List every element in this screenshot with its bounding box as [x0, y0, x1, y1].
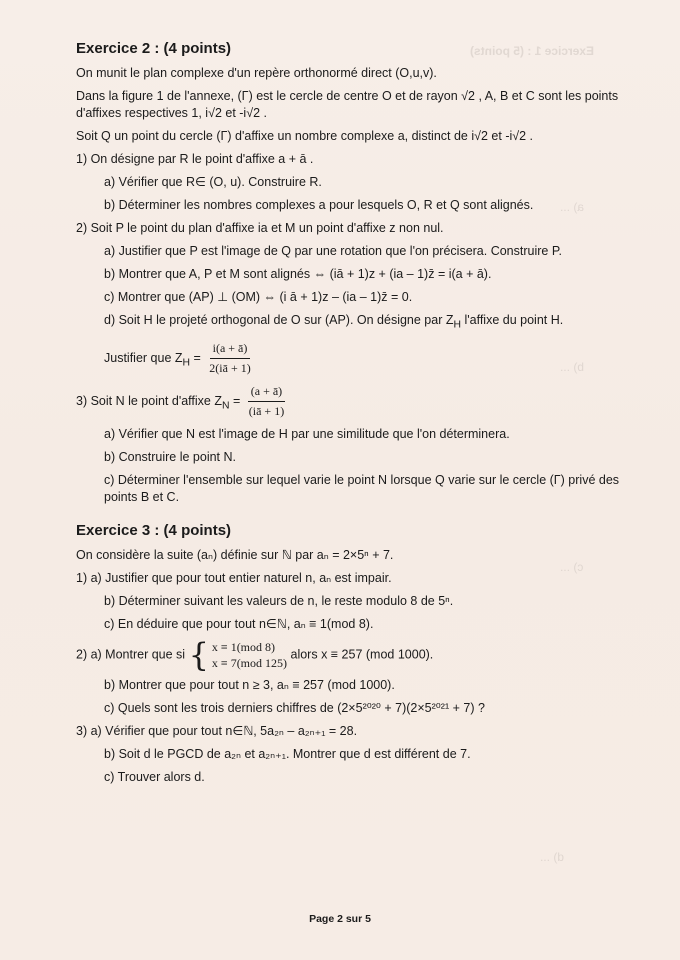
bleed-through: a) ...: [560, 200, 585, 214]
zh-fraction: [206, 340, 253, 377]
bleed-through: b) ...: [560, 360, 585, 374]
ex2-question-2c: c) Montrer que (AP) ⊥ (OM) ⇔ (i ā + 1)z – (ia – 1)z̄ = 0.: [104, 290, 413, 304]
q2a-text: 2) a) Montrer que si: [76, 646, 186, 661]
ex2-question-3: [76, 383, 636, 420]
ex2-description: Dans la figure 1 de l'annexe, (Γ) est le cercle de centre O et de rayon √2 , A, B et C sont les points d'affixes respectives 1, i√2 et -i√2 .: [76, 89, 619, 120]
zn-numerator: (a + ā): [248, 383, 285, 402]
q3-subscript: N: [221, 399, 230, 411]
q2d-text: d) Soit H le projeté orthogonal de O sur (AP). On désigne par Z: [104, 313, 454, 327]
bleed-through: c) ...: [560, 560, 584, 574]
ex2-question-3b: b) Construire le point N.: [104, 449, 237, 464]
ex3-question-1a: 1) a) Justifier que pour tout entier naturel n, aₙ est impair.: [76, 570, 392, 585]
ex3-question-2c: c) Quels sont les trois derniers chiffres de (2×5²⁰²⁰ + 7)(2×5²⁰²¹ + 7) ?: [104, 700, 485, 715]
justify-eq: =: [190, 350, 201, 365]
ex3-question-3a: 3) a) Vérifier que pour tout n∈ℕ, 5a₂ₙ – a₂ₙ₊₁ = 28.: [76, 723, 358, 738]
justify-subscript: H: [182, 356, 191, 368]
ex3-question-3b: b) Soit d le PGCD de a₂ₙ et a₂ₙ₊₁. Montrer que d est différent de 7.: [104, 746, 471, 761]
ex3-intro: On considère la suite (aₙ) définie sur ℕ par aₙ = 2×5ⁿ + 7.: [76, 547, 394, 562]
q2a-conclusion: alors x ≡ 257 (mod 1000).: [290, 646, 434, 661]
q2d-text-end: l'affixe du point H.: [461, 313, 564, 327]
q2d-subscript: H: [453, 319, 461, 331]
system-line-2: x ≡ 7(mod 125): [211, 655, 288, 670]
ex2-question-2: 2) Soit P le point du plan d'affixe ia et M un point d'affixe z non nul.: [76, 221, 444, 235]
ex2-question-2d: [104, 312, 636, 334]
justify-text: Justifier que Z: [104, 350, 183, 365]
ex2-question-3c: c) Déterminer l'ensemble sur lequel varie le point N lorsque Q varie sur le cercle (Γ) privé des points B et C.: [104, 472, 620, 504]
ex2-question-2b: b) Montrer que A, P et M sont alignés ⇔ (iā + 1)z + (ia – 1)z̄ = i(a + ā).: [104, 267, 492, 281]
exercise-2-title: Exercice 2 : (4 points): [76, 40, 232, 57]
page-footer: Page 2 sur 5: [309, 913, 371, 925]
bleed-through: d) ...: [540, 850, 565, 864]
zn-fraction: [246, 383, 287, 420]
ex3-question-2a: [76, 635, 636, 674]
exercise-3-title: Exercice 3 : (4 points): [76, 521, 232, 539]
ex3-question-2b: b) Montrer que pour tout n ≥ 3, aₙ ≡ 257 (mod 1000).: [104, 677, 395, 692]
bleed-through: Exercice 1 : (5 points): [470, 44, 595, 58]
exam-content: [76, 40, 636, 792]
zn-denominator: (iā + 1): [248, 403, 285, 418]
zh-numerator: i(a + ā): [210, 340, 251, 359]
ex2-question-2a: a) Justifier que P est l'image de Q par une rotation que l'on précisera. Construire P.: [104, 244, 563, 258]
system-line-1: x ≡ 1(mod 8): [211, 639, 276, 654]
brace-icon: {: [188, 635, 209, 674]
ex3-question-3c: c) Trouver alors d.: [104, 769, 205, 784]
q3-eq: =: [229, 393, 241, 408]
ex2-intro: On munit le plan complexe d'un repère orthonormé direct (O,u,v).: [76, 66, 437, 80]
zh-denominator: 2(iā + 1): [209, 360, 251, 375]
ex2-description-q: Soit Q un point du cercle (Γ) d'affixe un nombre complexe a, distinct de i√2 et -i√2 .: [76, 129, 534, 143]
ex3-question-1c: c) En déduire que pour tout n∈ℕ, aₙ ≡ 1(mod 8).: [104, 616, 374, 631]
ex2-question-3a: a) Vérifier que N est l'image de H par une similitude que l'on déterminera.: [104, 426, 510, 441]
congruence-system: [188, 635, 288, 674]
ex3-question-1b: b) Déterminer suivant les valeurs de n, le reste modulo 8 de 5ⁿ.: [104, 593, 454, 608]
ex2-zh-formula: [104, 340, 636, 377]
ex2-question-1: 1) On désigne par R le point d'affixe a + ā .: [76, 152, 314, 166]
q3-text: 3) Soit N le point d'affixe Z: [76, 393, 222, 408]
ex2-question-1a: a) Vérifier que R∈ (O, u). Construire R.: [104, 175, 322, 189]
ex2-question-1b: b) Déterminer les nombres complexes a pour lesquels O, R et Q sont alignés.: [104, 198, 534, 212]
